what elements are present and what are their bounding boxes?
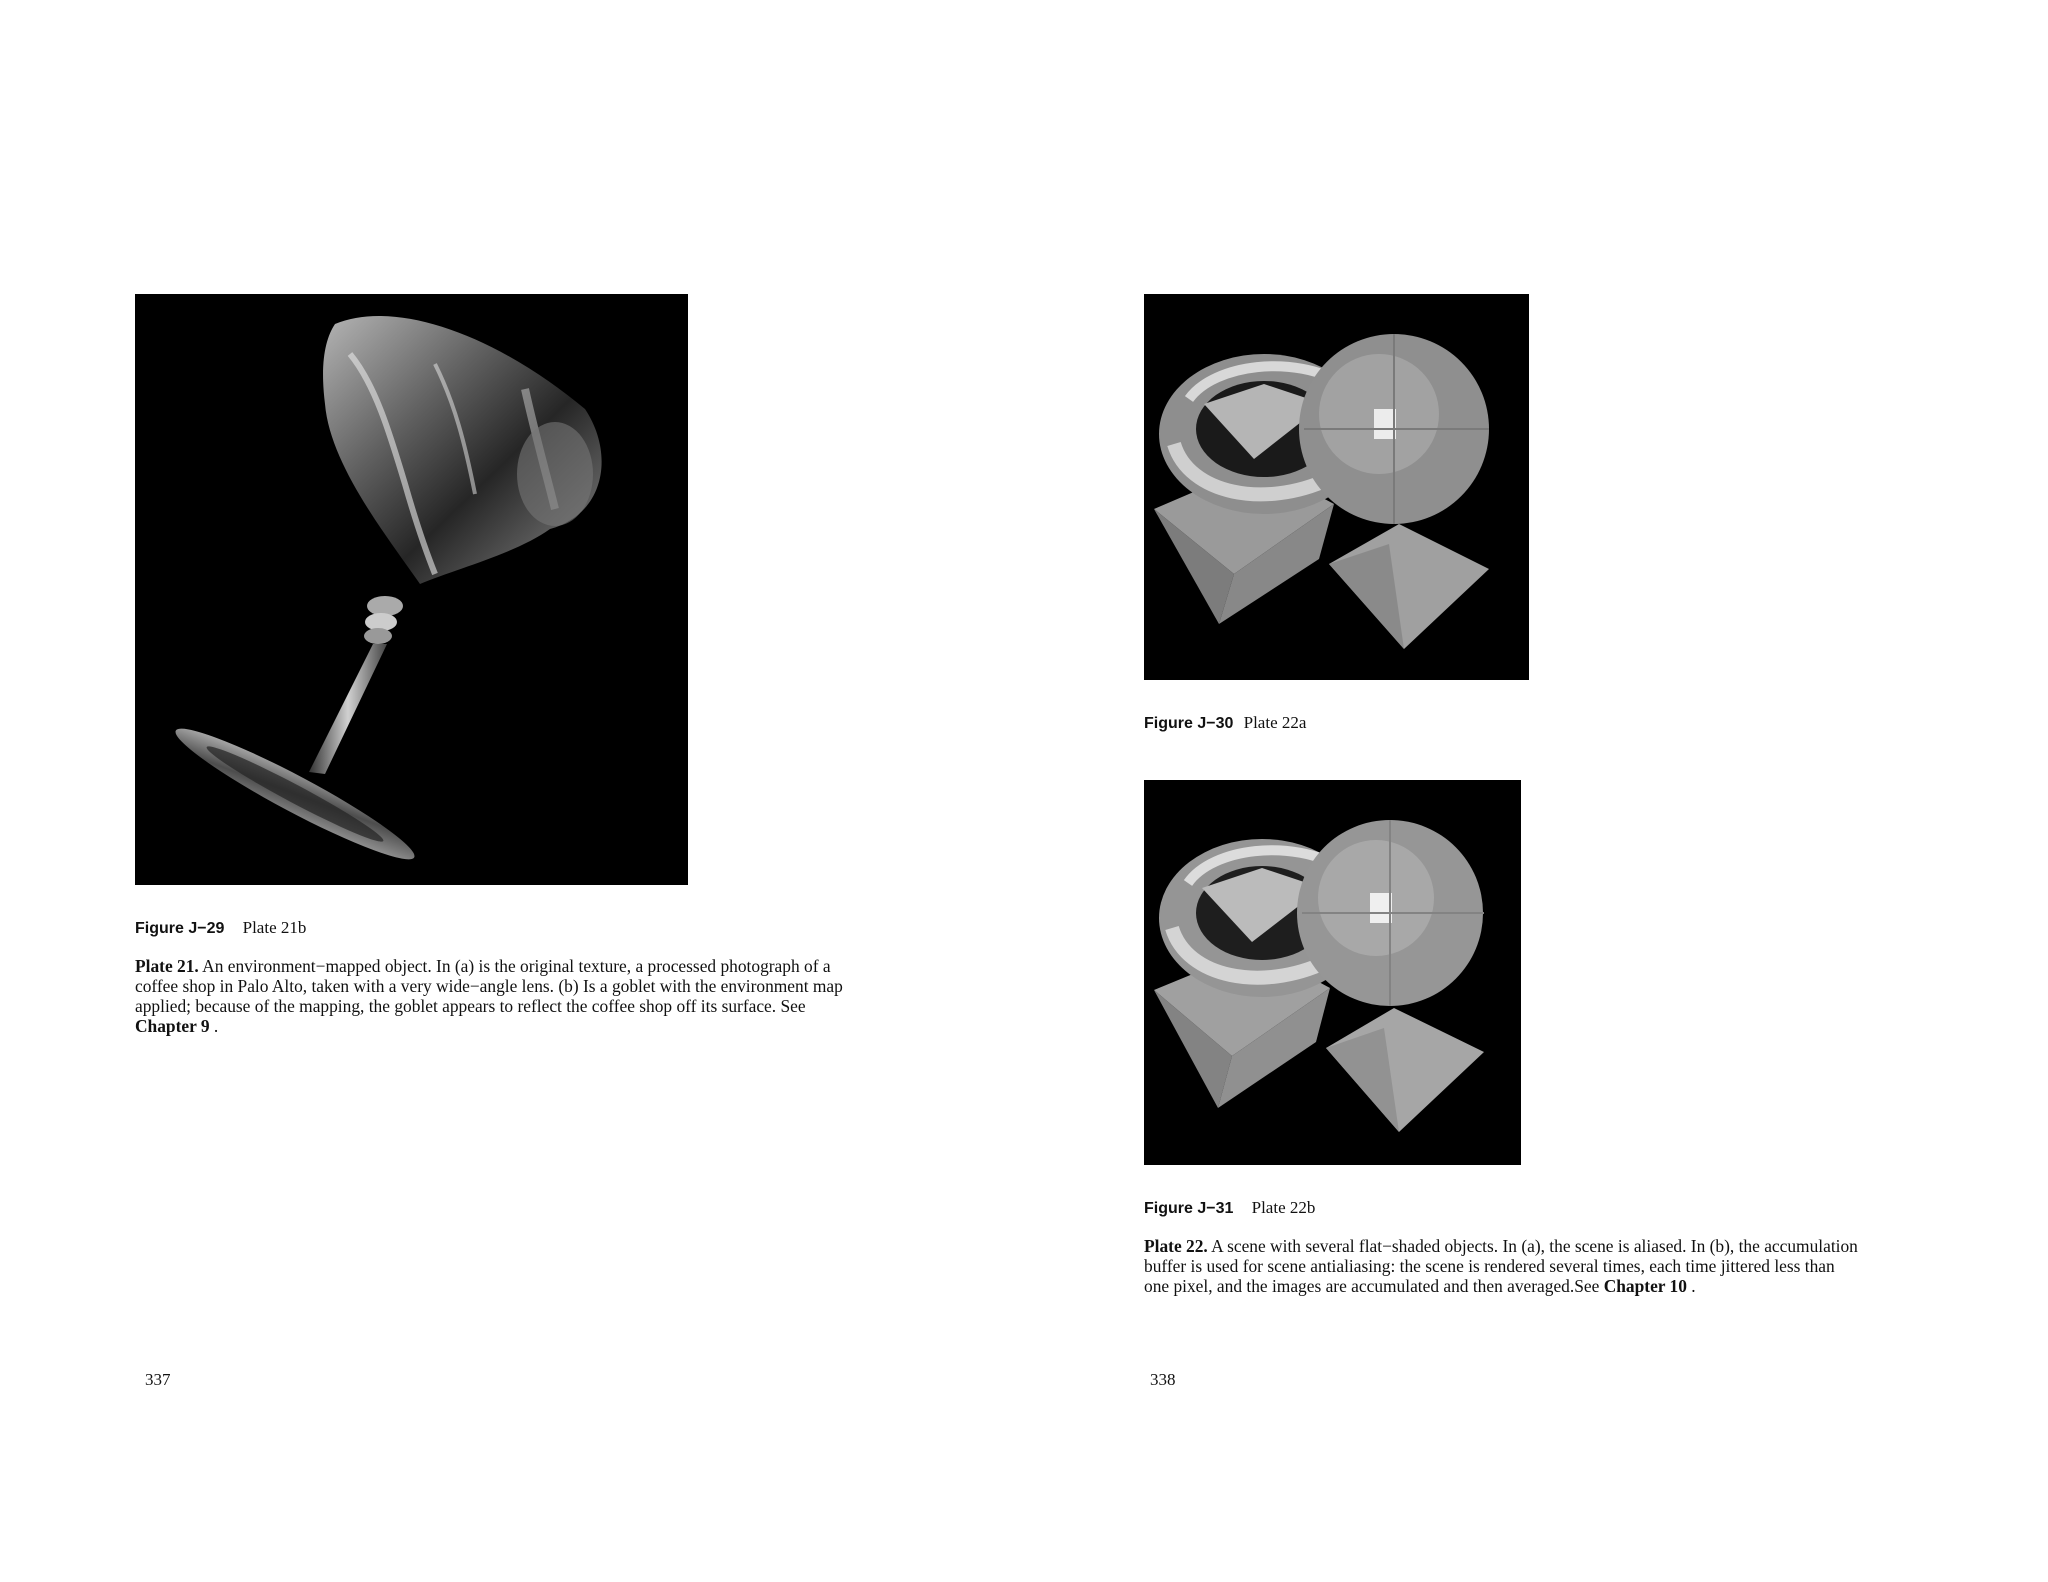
plate-21-description <box>135 956 915 1036</box>
plate-title: Plate 22. <box>1144 1236 1208 1256</box>
caption-end: . <box>209 1016 219 1036</box>
antialiased-scene-render <box>1144 780 1521 1165</box>
figure-label: Figure J−31 <box>1144 1200 1234 1217</box>
caption-line-3: applied; because of the mapping, the goblet appears to reflect the coffee shop off its surface. See <box>135 996 806 1016</box>
caption-line-1: An environment−mapped object. In (a) is the original texture, a processed photograph of a <box>198 956 831 976</box>
figure-label: Figure J−30 <box>1144 715 1234 732</box>
chapter-10-link[interactable]: Chapter 10 <box>1603 1276 1687 1296</box>
caption-line-2: buffer is used for scene antialiasing: the scene is rendered several times, each time jittered less than <box>1144 1256 1835 1276</box>
plate-reference: Plate 21b <box>242 918 307 937</box>
plate-reference: Plate 22a <box>1243 713 1307 732</box>
aliased-scene-render <box>1144 294 1529 680</box>
chapter-9-link[interactable]: Chapter 9 <box>135 1016 210 1036</box>
right-page <box>1024 0 2048 1582</box>
caption-line-3: one pixel, and the images are accumulated and then averaged.See <box>1144 1276 1604 1296</box>
caption-line-2: coffee shop in Palo Alto, taken with a very wide−angle lens. (b) Is a goblet with the environment map <box>135 976 843 996</box>
plate-22-description <box>1144 1236 2024 1296</box>
page-number: 337 <box>145 1370 171 1389</box>
figure-label: Figure J−29 <box>135 920 225 937</box>
scene-a-image <box>1144 294 1529 680</box>
goblet-render <box>135 294 688 885</box>
figure-caption-j29 <box>135 918 306 938</box>
plate-reference: Plate 22b <box>1251 1198 1316 1217</box>
caption-line-1: A scene with several flat−shaded objects. In (a), the scene is aliased. In (b), the accumulation <box>1207 1236 1858 1256</box>
caption-end: . <box>1686 1276 1696 1296</box>
figure-caption-j30 <box>1144 713 1306 733</box>
goblet-image <box>135 294 688 885</box>
figure-caption-j31 <box>1144 1198 1315 1218</box>
plate-title: Plate 21. <box>135 956 199 976</box>
scene-b-image <box>1144 780 1521 1165</box>
page-number: 338 <box>1150 1370 1176 1389</box>
